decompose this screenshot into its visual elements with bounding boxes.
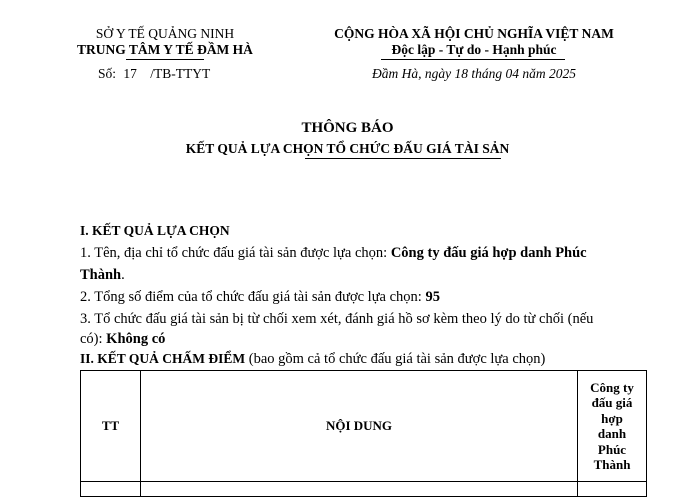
table-row bbox=[81, 482, 647, 497]
company-line: hợp bbox=[601, 410, 623, 426]
section2-heading-bold: II. KẾT QUẢ CHẤM ĐIỂM bbox=[80, 351, 246, 366]
section1-heading: I. KẾT QUẢ LỰA CHỌN bbox=[80, 223, 230, 238]
national-motto: Độc lập - Tự do - Hạnh phúc bbox=[391, 42, 557, 57]
table-header-row bbox=[81, 371, 647, 482]
org-underline bbox=[126, 59, 204, 60]
item2-line bbox=[80, 289, 440, 306]
place-date: Đầm Hà, ngày 18 tháng 04 năm 2025 bbox=[372, 66, 576, 81]
item1-value-cont: Thành bbox=[80, 267, 122, 283]
item1-label: 1. Tên, địa chỉ tổ chức đấu giá tài sản được lựa chọn: bbox=[80, 245, 391, 261]
document-subtitle: KẾT QUẢ LỰA CHỌN TỔ CHỨC ĐẤU GIÁ TÀI SẢN bbox=[185, 141, 510, 156]
item2-label: 2. Tổng số điểm của tổ chức đấu giá tài sản được lựa chọn: bbox=[80, 289, 426, 305]
section2-heading bbox=[80, 350, 545, 368]
company-line: đấu giá bbox=[591, 395, 633, 410]
document-number bbox=[98, 66, 210, 82]
item3-line1: 3. Tổ chức đấu giá tài sản bị từ chối xem xét, đánh giá hồ sơ kèm theo lý do từ chối (nếu bbox=[80, 311, 594, 327]
item1-end: . bbox=[121, 267, 125, 283]
col-header-tt: TT bbox=[81, 371, 141, 482]
item3-value: Không có bbox=[106, 331, 166, 347]
col-header-company bbox=[578, 371, 647, 482]
table-cell bbox=[81, 482, 141, 497]
col-header-content: NỘI DUNG bbox=[141, 371, 578, 482]
company-line: Thành bbox=[593, 457, 631, 472]
score-table bbox=[80, 370, 647, 497]
table-cell bbox=[578, 482, 647, 497]
company-line: Phúc bbox=[597, 441, 627, 457]
item2-value: 95 bbox=[425, 289, 440, 305]
item1-value: Công ty đấu giá hợp danh Phúc bbox=[390, 245, 587, 261]
number-label: Số: bbox=[98, 66, 117, 81]
motto-underline bbox=[381, 59, 565, 60]
company-line: Công ty bbox=[590, 379, 634, 395]
number-suffix: /TB-TTYT bbox=[150, 66, 211, 81]
company-line: danh bbox=[597, 426, 627, 441]
document-title: THÔNG BÁO bbox=[301, 120, 394, 136]
table-cell bbox=[141, 482, 578, 497]
national-title: CỘNG HÒA XÃ HỘI CHỦ NGHĨA VIỆT NAM bbox=[334, 26, 614, 41]
subtitle-underline bbox=[305, 158, 501, 159]
department-name: SỞ Y TẾ QUẢNG NINH bbox=[95, 26, 235, 41]
item1-line1 bbox=[80, 245, 587, 262]
number-value: 17 bbox=[123, 66, 137, 81]
organization-name: TRUNG TÂM Y TẾ ĐẦM HÀ bbox=[77, 42, 253, 57]
item1-line2 bbox=[80, 267, 125, 284]
item3-line2 bbox=[80, 331, 165, 348]
section2-heading-rest: (bao gồm cả tổ chức đấu giá tài sản được lựa chọn) bbox=[245, 351, 546, 367]
item3-prefix: có): bbox=[80, 331, 107, 347]
